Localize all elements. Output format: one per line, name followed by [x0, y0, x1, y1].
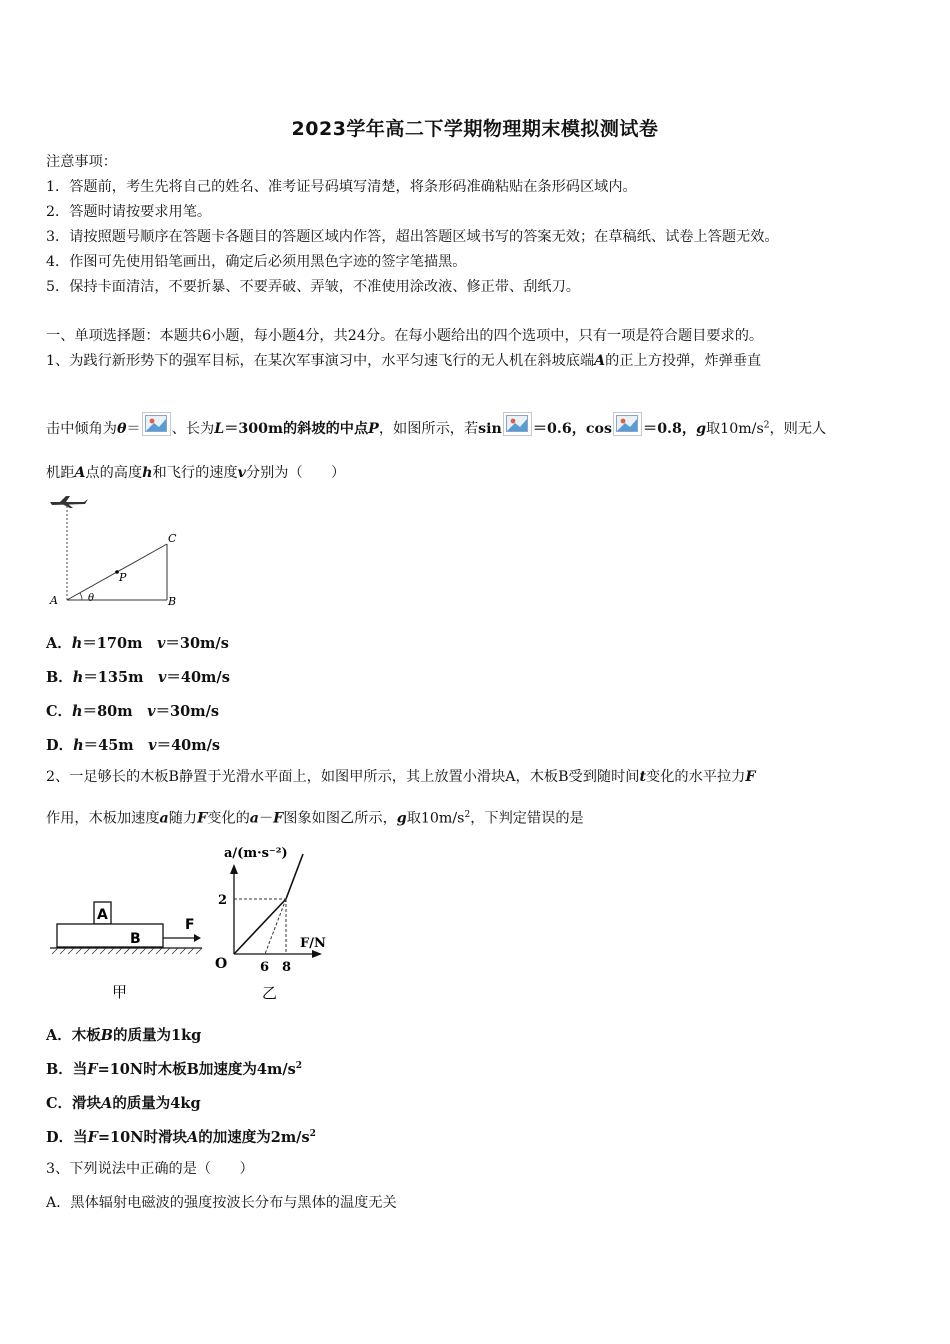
- board-b: [57, 924, 163, 947]
- board-b-label: B: [130, 931, 141, 947]
- q2-figure-jia: [44, 893, 206, 1005]
- q2-figure-yi: [210, 840, 340, 1005]
- fig-label-P: P: [119, 571, 127, 584]
- fig-label-A: A: [50, 594, 58, 607]
- q2-option-b[interactable]: B．当F=10N时木板B加速度为$4m/s^2$: [46, 1061, 303, 1078]
- section-heading: 一、单项选择题：本题共6小题，每小题4分，共24分。在每小题给出的四个选项中，只有一项是符合题目要求的。: [46, 328, 764, 344]
- graph-segment-1: [234, 899, 286, 954]
- broken-image-icon: [503, 412, 532, 436]
- x-tick-label: 8: [282, 960, 292, 975]
- fig-label-theta: θ: [88, 593, 95, 604]
- q1-option-d[interactable]: D．h＝45m v＝40m/s: [46, 737, 221, 754]
- block-a-label: A: [97, 907, 108, 923]
- q2-option-c[interactable]: C．滑块A的质量为4kg: [46, 1095, 201, 1112]
- force-arrow: [194, 934, 201, 942]
- q2-option-a[interactable]: A．木板B的质量为1kg: [46, 1027, 202, 1044]
- notice-item: 1．答题前，考生先将自己的姓名、准考证号码填写清楚，将条形码准确粘贴在条形码区域内。: [46, 179, 637, 195]
- q3-option-a[interactable]: A．黑体辐射电磁波的强度按波长分布与黑体的温度无关: [46, 1195, 397, 1211]
- origin-label: O: [215, 956, 228, 972]
- y-axis-label: a/(m·s⁻²): [224, 846, 288, 861]
- y-tick-label: 2: [218, 893, 228, 908]
- page-title: 2023学年高二下学期物理期末模拟测试卷: [291, 118, 659, 140]
- q2-stem-line2: 作用，木板加速度a随力F变化的a－F图象如图乙所示，g取$10m/s^2$，下判定错误的是: [46, 810, 584, 827]
- notice-item: 3．请按照题号顺序在答题卡各题目的答题区域内作答，超出答题区域书写的答案无效；在草稿纸、试卷上答题无效。: [46, 229, 779, 245]
- q1-stem-line1: 1、为践行新形势下的强军目标，在某次军事演习中，水平匀速飞行的无人机在斜坡底端A的正上方投弹，炸弹垂直: [46, 353, 762, 369]
- ground-hatch: [52, 948, 202, 954]
- notice-item: 2．答题时请按要求用笔。: [46, 204, 212, 220]
- q1-option-b[interactable]: B．h＝135m v＝40m/s: [46, 669, 230, 686]
- q1-slope-figure: [44, 492, 194, 614]
- broken-image-icon: [613, 412, 642, 436]
- q2-option-d[interactable]: D．当F=10N时滑块A的加速度为$2m/s^2$: [46, 1129, 316, 1146]
- notice-item: 4．作图可先使用铅笔画出，确定后必须用黑色字迹的签字笔描黑。: [46, 254, 467, 270]
- graph-segment-2: [286, 854, 303, 899]
- notice-heading: 注意事项：: [46, 154, 117, 170]
- fig-label-C: C: [168, 532, 177, 545]
- figure-caption-jia: 甲: [112, 983, 128, 1001]
- x-axis-label: F/N: [300, 936, 326, 951]
- q3-stem: 3、下列说法中正确的是（ ）: [46, 1161, 254, 1177]
- drone-icon: [50, 496, 88, 508]
- notice-item: 5．保持卡面清洁，不要折暴、不要弄破、弄皱，不准使用涂改液、修正带、刮纸刀。: [46, 279, 580, 295]
- fig-label-B: B: [168, 595, 177, 608]
- broken-image-icon: [142, 412, 171, 436]
- x-tick-label: 6: [260, 960, 270, 975]
- q1-option-c[interactable]: C．h＝80m v＝30m/s: [46, 703, 220, 720]
- q1-stem-line2: 击中倾角为θ＝ 、长为L＝300m的斜坡的中点P，如图所示，若sin ＝0.6，cos ＝0.8，g取$10m/s^2$，则无人: [46, 412, 826, 438]
- figure-caption-yi: 乙: [262, 984, 278, 1002]
- q1-stem-line3: 机距A点的高度h和飞行的速度v分别为（ ）: [46, 465, 346, 481]
- force-label: F: [185, 917, 195, 933]
- q1-option-a[interactable]: A．h＝170m v＝30m/s: [46, 635, 229, 652]
- q2-stem-line1: 2、一足够长的木板B静置于光滑水平面上，如图甲所示，其上放置小滑块A，木板B受到随时间t变化的水平拉力F: [46, 769, 756, 785]
